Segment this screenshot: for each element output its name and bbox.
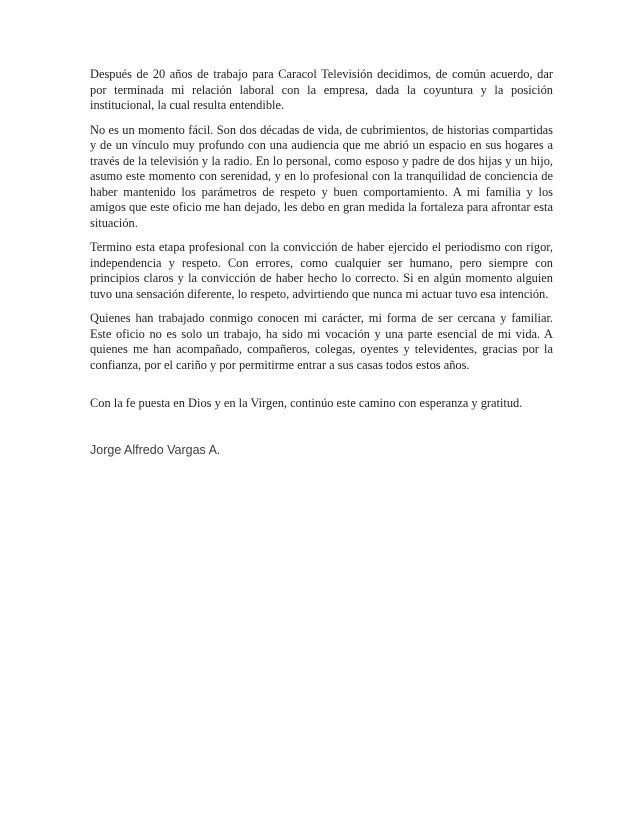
letter-closing-line: Con la fe puesta en Dios y en la Virgen, continúo este camino con esperanza y gratitud. bbox=[90, 396, 523, 410]
letter-signature: Jorge Alfredo Vargas A. bbox=[90, 442, 221, 457]
letter-paragraph-4: Quienes han trabajado conmigo conocen mi carácter, mi forma de ser cercana y familiar. Este oficio no es solo un trabajo, ha sido mi vocación y una parte esencial de mi vida. A quienes me han acompañado, compañeros, colegas, oyentes y televidentes, gracias por la confianza, por el cariño y por permitirme entrar a sus casas todos estos años. bbox=[90, 311, 553, 372]
letter-paragraph-2: No es un momento fácil. Son dos décadas de vida, de cubrimientos, de historias compartidas y de un vínculo muy profundo con una audiencia que me abrió un espacio en sus hogares a través de la televisión y la radio. En lo personal, como esposo y padre de dos hijas y un hijo, asumo este momento con serenidad, y en lo profesional con la tranquilidad de conciencia de haber mantenido los parámetros de respeto y buen comportamiento. A mi familia y los amigos que este oficio me han dejado, les debo en gran medida la fortaleza para afrontar esta situación. bbox=[90, 122, 553, 230]
letter-paragraph-1: Después de 20 años de trabajo para Caracol Televisión decidimos, de común acuerdo, dar por terminada mi relación laboral con la empresa, dada la coyuntura y la posición institucional, la cual resulta entendible. bbox=[90, 67, 553, 112]
letter-paragraph-3: Termino esta etapa profesional con la convicción de haber ejercido el periodismo con rigor, independencia y respeto. Con errores, como cualquier ser humano, pero siempre con principios claros y la convicción de haber hecho lo correcto. Si en algún momento alguien tuvo una sensación diferente, lo respeto, advirtiendo que nunca mi actuar tuvo esa intención. bbox=[90, 240, 553, 301]
